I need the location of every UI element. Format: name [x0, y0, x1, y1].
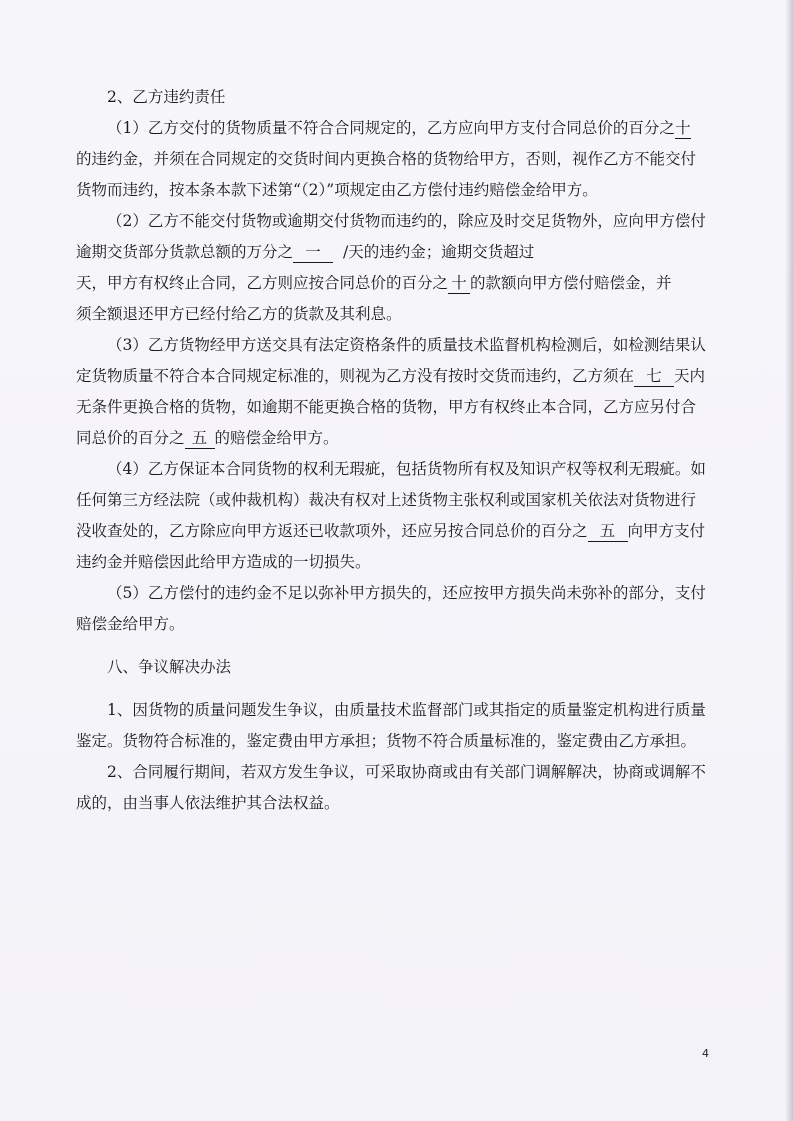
blank-per-ten-thousand: 一 [293, 242, 333, 263]
blank-percent-2: 十 [448, 273, 470, 294]
section-8-item-1: 1、因货物的质量问题发生争议，由质量技术监督部门或其指定的质量鉴定机构进行质量 鉴定。货物符合标准的，鉴定费由甲方承担；货物不符合质量标准的，鉴定费由乙方承担。 [76, 701, 706, 750]
contract-body [76, 82, 726, 819]
section-8-item-2: 2、合同履行期间，若双方发生争议，可采取协商或由有关部门调解解决，协商或调解不 成的，由当事人依法维护其合法权益。 [76, 763, 706, 812]
blank-percent-4: 五 [588, 521, 628, 542]
clause-1: （1）乙方交付的货物质量不符合合同规定的，乙方应向甲方支付合同总价的百分之十 的违约金，并须在合同规定的交货时间内更换合格的货物给甲方，否则，视作乙方不能交付 货物而违约，按本条本款下述第“（2）”项规定由乙方偿付违约赔偿金给甲方。 [76, 119, 697, 199]
clause-5: （5）乙方偿付的违约金不足以弥补甲方损失的，还应按甲方损失尚未弥补的部分，支付 赔偿金给甲方。 [76, 584, 706, 633]
blank-percent-1: 十 [675, 119, 691, 137]
section-title-dispute-resolution: 八、争议解决办法 [107, 658, 232, 676]
clause-2: （2）乙方不能交付货物或逾期交付货物而违约的，除应及时交足货物外，应向甲方偿付 逾期交货部分货款总额的万分之 一 /天的违约金；逾期交货超过 天，甲方有权终止合同，乙方则应按合同总价的百分之 十 的款额向甲方偿付赔偿金，并 须全额退还甲方已经付给乙方的货款及其利息。 [76, 212, 706, 323]
item-heading-breach-party-b: 2、乙方违约责任 [107, 88, 226, 106]
blank-days: 七 [634, 366, 674, 387]
page-number: 4 [702, 1047, 709, 1060]
clause-3: （3）乙方货物经甲方送交具有法定资格条件的质量技术监督机构检测后，如检测结果认 定货物质量不符合本合同规定标准的，则视为乙方没有按时交货而违约，乙方须在 七 天内 无条件更换合格的货物，如逾期不能更换合格的货物，甲方有权终止本合同，乙方应另付合 同总价的百分之 五 的赔偿金给甲方。 [76, 336, 706, 447]
clause-4: （4）乙方保证本合同货物的权利无瑕疵，包括货物所有权及知识产权等权利无瑕疵。如 任何第三方经法院（或仲裁机构）裁决有权对上述货物主张权利或国家机关依法对货物进行 没收查处的，乙方除应向甲方返还已收款项外，还应另按合同总价的百分之 五 向甲方支付 违约金并赔偿因此给甲方造成的一切损失。 [76, 460, 706, 571]
scan-edge-shadow [785, 0, 793, 1121]
blank-percent-3: 五 [185, 428, 215, 449]
